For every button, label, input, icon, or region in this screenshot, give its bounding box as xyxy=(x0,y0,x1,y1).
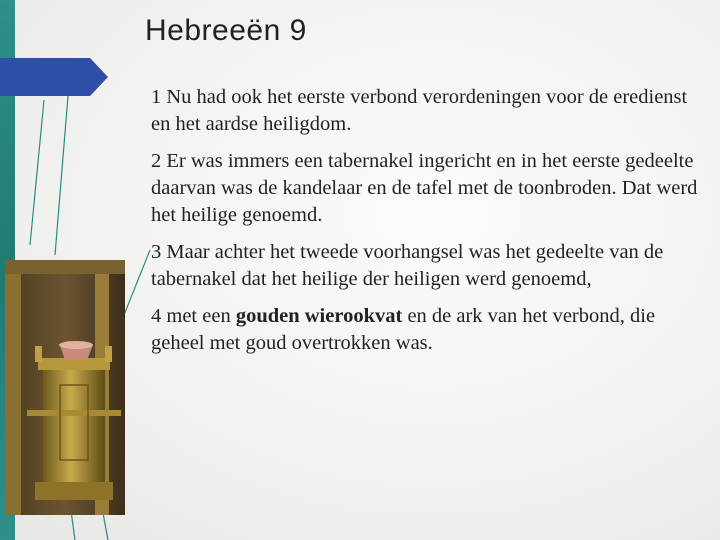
verse-1: 1 Nu had ook het eerste verbond verordeningen voor de eredienst en het aardse heiligdom. xyxy=(151,86,688,135)
title-accent-tab xyxy=(0,58,108,96)
slide-title: Hebreeën 9 xyxy=(145,14,307,47)
incense-altar-image xyxy=(5,260,125,515)
verse-4-start: 4 met een xyxy=(151,305,236,327)
verse-3: 3 Maar achter het tweede voorhangsel was het gedeelte van de tabernakel dat het heilige der heiligen werd genoemd, xyxy=(151,241,664,290)
verse-4-emphasis: gouden wierookvat xyxy=(235,305,403,327)
verse-list xyxy=(151,84,701,367)
verse-2: 2 Er was immers een tabernakel ingericht en in het eerste gedeelte daarvan was de kandelaar en de tafel met de toonbroden. Dat werd het heilige genoemd. xyxy=(151,150,698,226)
verse-4-end: en de ark van het verbond, die geheel met goud overtrokken was. xyxy=(151,305,656,354)
verse-4 xyxy=(151,303,701,357)
